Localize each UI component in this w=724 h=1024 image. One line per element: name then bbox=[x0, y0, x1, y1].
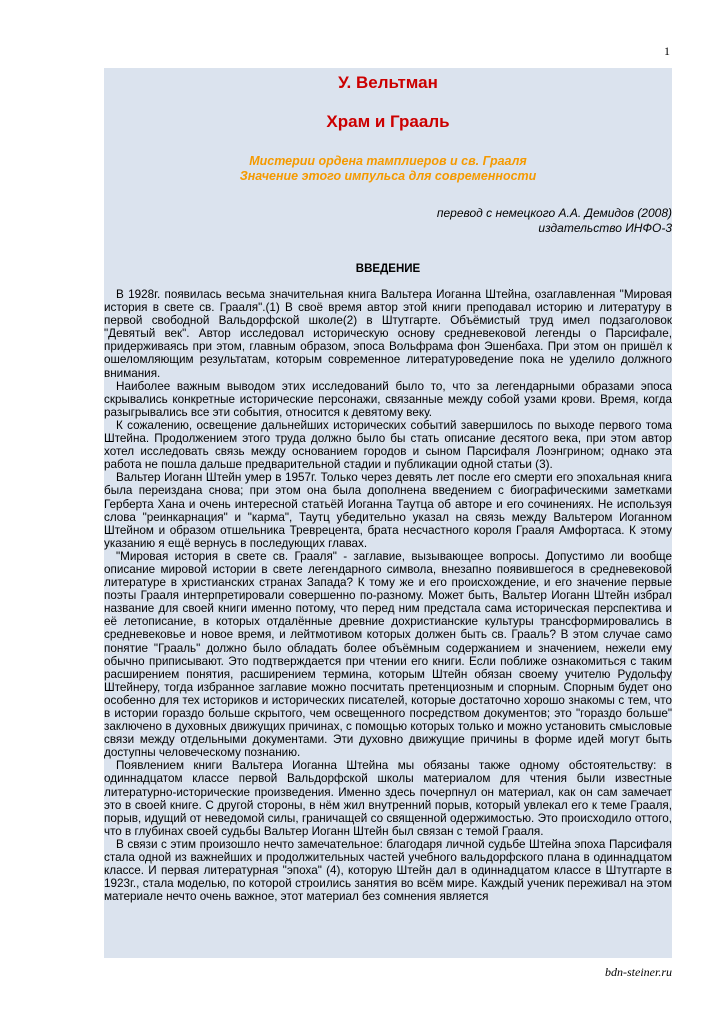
document-body bbox=[104, 68, 672, 903]
paragraph: "Мировая история в свете св. Грааля" - заглавие, вызывающее вопросы. Допустимо ли вообще описание мировой истории в свете легендарного символа, внезапно появившегося в средневековой литературе в христианских странах Запада? К тому же и его происхождение, и его значение первые поэты Грааля интерпретировали совершенно по-разному. Может быть, Вальтер Иоганн Штейн избрал название для своей книги именно потому, что перед ним предстала сама историческая перспектива и её летописание, в которых отдалённые древние дохристианские культуры трансформировались в средневековье и новое время, и лейтмотивом которых должен быть св. Грааль? В этом случае само понятие "Грааль" должно было обладать более объёмным содержанием и значением, нежели ему обычно приписывают. Это подтверждается при чтении его книги. Если поближе ознакомиться с таким расширением понятия, расширением термина, которым Штейн обязан своему учителю Рудольфу Штейнеру, тогда избранное заглавие можно посчитать претенциозным и спорным. Спорным будет оно особенно для тех историков и исторических писателей, которые достаточно хорошо знакомы с тем, что в истории гораздо больше скрытого, чем освещенного посредством документов; это "гораздо больше" заключено в духовных движущих причинах, с помощью которых только и можно установить смысловые связи между отдельными документами. Эти духовно движущие причины в форме идей могут быть доступны человеческому познанию. bbox=[104, 549, 672, 760]
section-heading: ВВЕДЕНИЕ bbox=[355, 263, 421, 275]
page-number: 1 bbox=[664, 44, 670, 58]
paragraph: Наиболее важным выводом этих исследований было то, что за легендарными образами эпоса скрывались конкретные исторические персонажи, связанные между собой узами крови. Время, когда разыгрывались все эти события, относится к девятому веку. bbox=[104, 379, 672, 419]
publisher-credit: издательство ИНФО-3 bbox=[538, 221, 672, 235]
paragraph: Вальтер Иоганн Штейн умер в 1957г. Только через девять лет после его смерти его эпохальная книга была переиздана снова; при этом она была дополнена введением с биографическими заметками Герберта Хана и очень интересной статьёй Иоганна Таутца об авторе и его сочинениях. Не используя слова "реинкарнация" и "карма", Таутц убедительно указал на связь между Вальтером Иоганном Штейном и образом отшельника Треврецента, брата несчастного короля Грааля Амфортаса. К этому указанию я ещё вернусь в последующих главах. bbox=[104, 471, 672, 550]
paragraph: В связи с этим произошло нечто замечательное: благодаря личной судьбе Штейна эпоха Парсифаля стала одной из важнейших и продолжительных частей учебного вальдорфского плана в одиннадцатом классе. И первая литературная "эпоха" (4), которую Штейн дал в одиннадцатом классе в Штутгарте в 1923г., стала моделью, по которой строились занятия во всём мире. Каждый ученик переживал на этом материале нечто очень важное, этот материал без сомнения является bbox=[104, 837, 672, 904]
book-title: Храм и Грааль bbox=[326, 112, 450, 131]
author-name: У. Вельтман bbox=[338, 73, 438, 92]
subtitle-line-2: Значение этого импульса для современности bbox=[239, 169, 537, 183]
paragraph: В 1928г. появилась весьма значительная книга Вальтера Иоганна Штейна, озаглавленная "Мировая история в свете св. Грааля".(1) В своё время автор этой книги преподавал историю и литературу в первой свободной Вальдорфской школе(2) в Штутгарте. Объёмистый труд имел подзаголовок "Девятый век". Автор исследовал историческую основу средневековой легенды о Парсифале, придерживаясь при этом, главным образом, эпоса Вольфрама фон Эшенбаха. При этом он пришёл к ошеломляющим результатам, которым современное литературоведение пока не уделило должного внимания. bbox=[104, 288, 672, 380]
paragraph: К сожалению, освещение дальнейших исторических событий завершилось по выходе первого тома Штейна. Продолжением этого труда должно было бы стать описание десятого века, при этом автор хотел исследовать связь между основанием городов и сыном Парсифаля Лоэнгрином; однако эта работа не пошла дальше предварительной стадии и публикации одной статьи (3). bbox=[104, 418, 672, 472]
subtitle-line-1: Мистерии ордена тамплиеров и св. Грааля bbox=[249, 154, 527, 168]
footer-site-link[interactable]: bdn-steiner.ru bbox=[605, 965, 672, 979]
translator-credit: перевод с немецкого А.А. Демидов (2008) bbox=[436, 206, 672, 220]
paragraph: Появлением книги Вальтера Иоганна Штейна мы обязаны также одному обстоятельству: в одиннадцатом классе первой Вальдорфской школы материалом для чтения были известные литературно-исторические произведения. Именно здесь почерпнул он материал, как он сам замечает это в своей книге. С другой стороны, в нём жил внутренний порыв, который увлекал его к теме Грааля, порыв, идущий от неведомой силы, граничащей со священной одержимостью. Это происходило оттого, что в глубинах своей судьбы Вальтер Иоганн Штейн был связан с темой Грааля. bbox=[104, 759, 672, 838]
